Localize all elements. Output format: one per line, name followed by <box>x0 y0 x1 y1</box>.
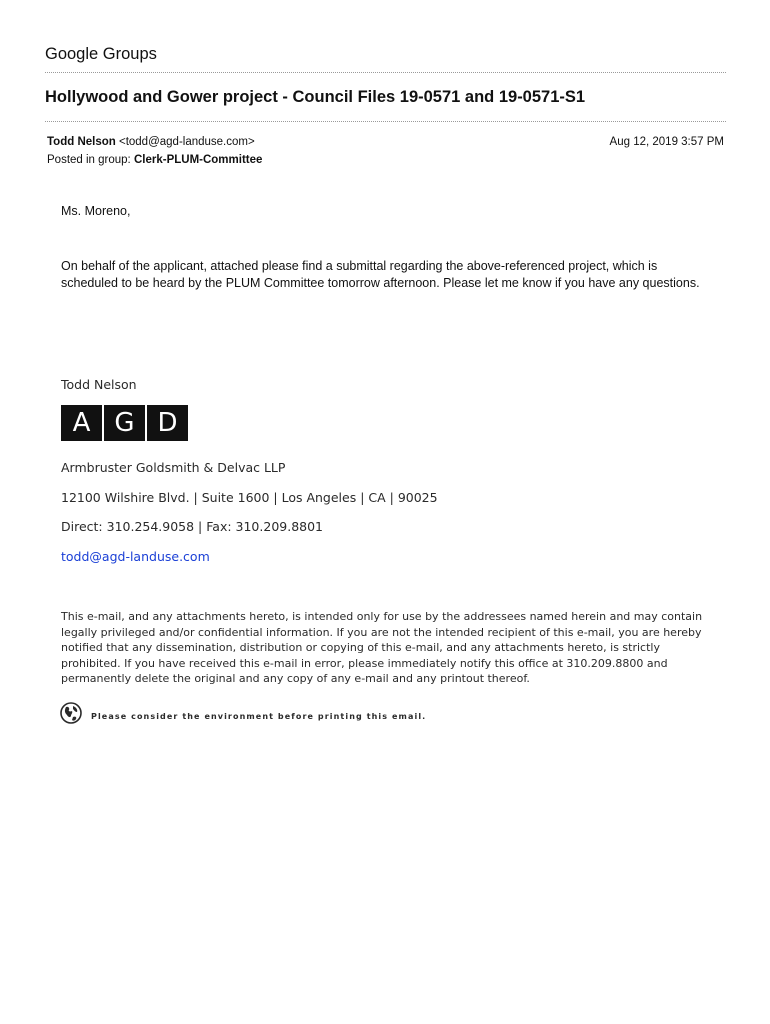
signature-email-link[interactable]: todd@agd-landuse.com <box>61 549 210 564</box>
group-line <box>47 154 262 166</box>
logo-letter-a: A <box>61 405 102 441</box>
group-name[interactable]: Clerk-PLUM-Committee <box>133 154 263 166</box>
environment-note: Please consider the environment before printing this email. <box>91 712 427 721</box>
globe-icon <box>60 702 82 724</box>
posted-label: Posted in group: <box>47 154 131 166</box>
agd-logo <box>61 405 188 441</box>
logo-letter-g: G <box>104 405 145 441</box>
sender-name: Todd Nelson <box>47 136 116 148</box>
signature-phone: Direct: 310.254.9058 | Fax: 310.209.8801 <box>61 519 324 534</box>
message-date: Aug 12, 2019 3:57 PM <box>609 136 724 148</box>
app-name: Google Groups <box>45 45 157 63</box>
signature-name: Todd Nelson <box>61 377 137 392</box>
message-subject: Hollywood and Gower project - Council Files 19-0571 and 19-0571-S1 <box>45 88 586 106</box>
sender-email[interactable]: <todd@agd-landuse.com> <box>118 136 255 148</box>
signature-firm: Armbruster Goldsmith & Delvac LLP <box>61 460 286 475</box>
sender-line <box>47 136 255 148</box>
logo-letter-d: D <box>147 405 188 441</box>
message-body: On behalf of the applicant, attached please find a submittal regarding the above-referenced project, which is scheduled to be heard by the PLUM Committee tomorrow afternoon. Please let me know if you have any questions. <box>61 259 700 290</box>
header-divider <box>45 72 726 73</box>
legal-disclaimer: This e-mail, and any attachments hereto, is intended only for use by the addressees named herein and may contain legally privileged and/or confidential information. If you are not the intended recipient of this e-mail, you are hereby notified that any dissemination, distribution or copying of this e-mail, and any attachments hereto, is strictly prohibited. If you have received this e-mail in error, please immediately notify this office at 310.209.8800 and permanently delete the original and any copy of any e-mail and any printout thereof. <box>61 610 703 686</box>
subject-divider <box>45 121 726 122</box>
greeting: Ms. Moreno, <box>61 204 131 218</box>
signature-address: 12100 Wilshire Blvd. | Suite 1600 | Los Angeles | CA | 90025 <box>61 490 438 505</box>
